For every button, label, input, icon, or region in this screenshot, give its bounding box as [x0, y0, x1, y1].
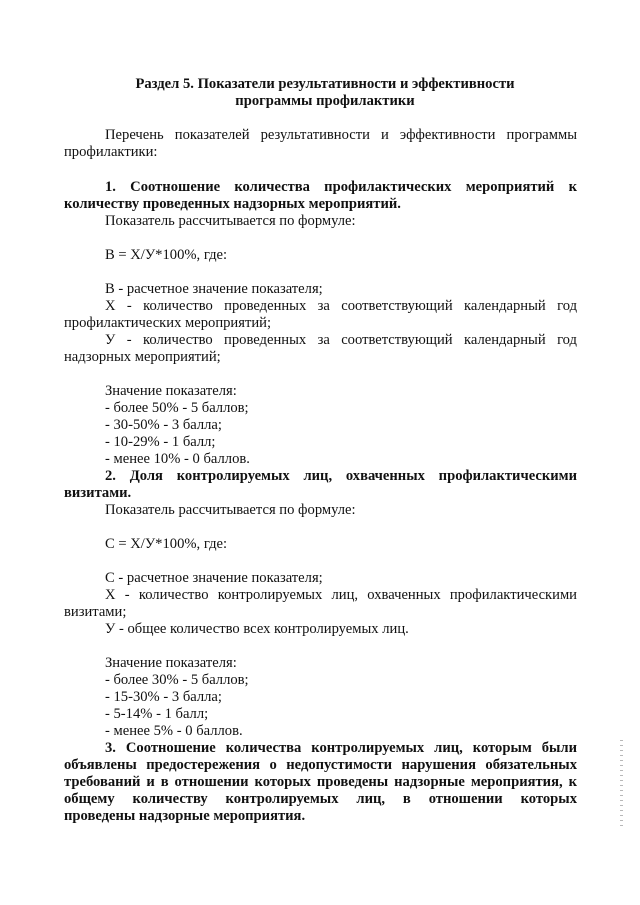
indicator2-heading-line2: визитами. — [64, 485, 132, 501]
indicator2-formula: С = Х/У*100%, где: — [105, 536, 228, 552]
indicator3-heading-line3: требований и в отношении которых проведены надзорные мероприятия, к — [64, 774, 577, 790]
section-title-line2: программы профилактики — [235, 93, 415, 109]
intro-line1: Перечень показателей результативности и эффективности программы — [105, 127, 577, 143]
section-title-line1: Раздел 5. Показатели результативности и эффективности — [135, 76, 515, 92]
indicator3-heading-line4: общему количеству контролируемых лиц, в отношении которых — [64, 791, 577, 807]
indicator1-value-item: - менее 10% - 0 баллов. — [105, 451, 250, 467]
indicator1-def-x-line2: профилактических мероприятий; — [64, 315, 272, 331]
indicator2-formula-intro: Показатель рассчитывается по формуле: — [105, 502, 356, 518]
indicator2-def-x-line2: визитами; — [64, 604, 127, 620]
indicator1-heading-line1: 1. Соотношение количества профилактических мероприятий к — [105, 179, 577, 195]
indicator3-heading-line2: объявлены предостережения о недопустимости нарушения обязательных — [64, 757, 577, 773]
indicator2-value-item: - более 30% - 5 баллов; — [105, 672, 249, 688]
indicator2-heading-line1: 2. Доля контролируемых лиц, охваченных профилактическими — [105, 468, 577, 484]
indicator2-values-title: Значение показателя: — [105, 655, 237, 671]
indicator1-formula: В = Х/У*100%, где: — [105, 247, 228, 263]
indicator1-value-item: - 10-29% - 1 балл; — [105, 434, 216, 450]
indicator1-value-item: - 30-50% - 3 балла; — [105, 417, 222, 433]
indicator1-def-b: В - расчетное значение показателя; — [105, 281, 323, 297]
indicator2-def-x-line1: Х - количество контролируемых лиц, охваченных профилактическими — [105, 587, 577, 603]
indicator1-def-y-line2: надзорных мероприятий; — [64, 349, 221, 365]
indicator1-formula-intro: Показатель рассчитывается по формуле: — [105, 213, 356, 229]
indicator2-def-y: У - общее количество всех контролируемых лиц. — [105, 621, 409, 637]
intro-line2: профилактики: — [64, 144, 158, 160]
indicator3-heading-line1: 3. Соотношение количества контролируемых лиц, которым были — [105, 740, 577, 756]
indicator1-def-x-line1: Х - количество проведенных за соответствующий календарный год — [105, 298, 577, 314]
indicator2-def-c: С - расчетное значение показателя; — [105, 570, 323, 586]
indicator3-heading-line5: проведены надзорные мероприятия. — [64, 808, 306, 824]
indicator1-heading-line2: количеству проведенных надзорных мероприятий. — [64, 196, 401, 212]
indicator2-value-item: - 5-14% - 1 балл; — [105, 706, 209, 722]
scan-edge-marks — [620, 740, 623, 828]
indicator1-def-y-line1: У - количество проведенных за соответствующий календарный год — [105, 332, 577, 348]
indicator2-value-item: - 15-30% - 3 балла; — [105, 689, 222, 705]
indicator1-value-item: - более 50% - 5 баллов; — [105, 400, 249, 416]
indicator1-values-title: Значение показателя: — [105, 383, 237, 399]
indicator2-value-item: - менее 5% - 0 баллов. — [105, 723, 243, 739]
